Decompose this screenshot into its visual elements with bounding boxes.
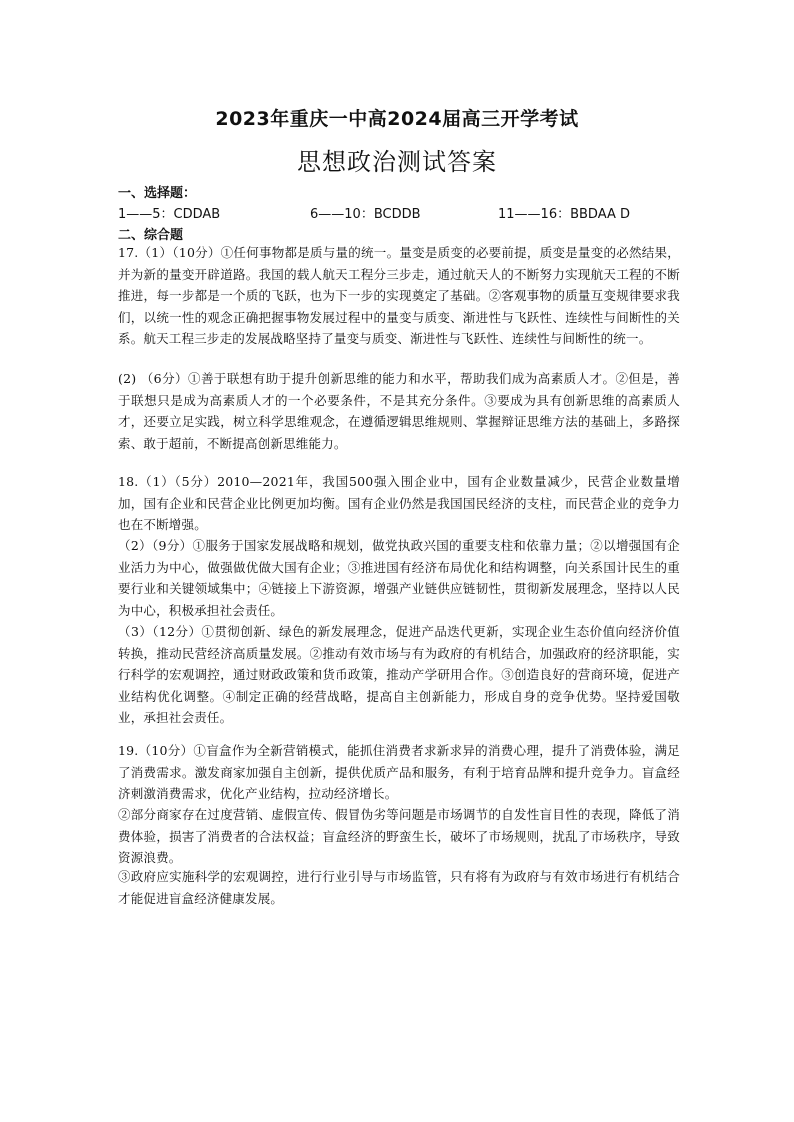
page-subtitle: 思想政治测试答案 xyxy=(297,148,497,176)
q18-part3-answer: （3）（12分）①贯彻创新、绿色的新发展理念，促进产品迭代更新，实现企业生态价值向经济价值转换，推动民营经济高质量发展。②推动有效市场与有为政府的有机结合，加强政府的经济职能，实行科学的宏观调控，通过财政政策和货币政策，推动产学研用合作。③创造良好的营商环境，促进产业结构优化调整。④制定正确的经营战略，提高自主创新能力，形成自身的竞争优势。坚持爱国敬业，承担社会责任。 xyxy=(118,624,680,725)
q19-point1-answer: 19.（10分）①盲盒作为全新营销模式，能抓住消费者求新求异的消费心理，提升了消费体验，满足了消费需求。激发商家加强自主创新，提供优质产品和服务，有利于培育品牌和提升竞争力。盲盒经济刺激消费需求，优化产业结构，拉动经济增长。 xyxy=(118,743,680,801)
multiple-choice-answers xyxy=(118,203,678,221)
section-heading-comprehensive: 二、综合题 xyxy=(118,228,184,243)
q18-part1-answer: 18.（1）（5分）2010—2021年，我国500强入围企业中，国有企业数量减少，民营企业数量增加，国有企业和民营企业比例更加均衡。国有企业仍然是我国国民经济的支柱，而民营企业的竞争力也在不断增强。 xyxy=(118,474,680,532)
page-title: 2023年重庆一中高2024届高三开学考试 xyxy=(215,108,579,130)
q17-part2-answer: (2) （6分）①善于联想有助于提升创新思维的能力和水平，帮助我们成为高素质人才。②但是，善于联想只是成为高素质人才的一个必要条件，不是其充分条件。③要成为具有创新思维的高素质人才，还要立足实践，树立科学思维观念，在遵循逻辑思维规则、掌握辩证思维方法的基础上，多路探索、敢于超前，不断提高创新思维能力。 xyxy=(118,371,680,451)
q19-point3-answer: ③政府应实施科学的宏观调控，进行行业引导与市场监管，只有将有为政府与有效市场进行有机结合才能促进盲盒经济健康发展。 xyxy=(118,869,680,906)
answer-group-6-10: 6——10：BCDDB xyxy=(310,207,421,222)
answer-group-1-5: 1——5：CDDAB xyxy=(118,207,221,222)
answer-group-11-16: 11——16：BBDAA D xyxy=(498,207,630,222)
q18-part2-answer: （2）（9分）①服务于国家发展战略和规划，做党执政兴国的重要支柱和依靠力量；②以增强国有企业活力为中心，做强做优做大国有企业；③推进国有经济布局优化和结构调整，向关系国计民生的重要行业和关键领域集中；④链接上下游资源，增强产业链供应链韧性，贯彻新发展理念，坚持以人民为中心，积极承担社会责任。 xyxy=(118,538,680,618)
q17-part1-answer: 17.（1）（10分）①任何事物都是质与量的统一。量变是质变的必要前提，质变是量变的必然结果，并为新的量变开辟道路。我国的载人航天工程分三步走，通过航天人的不断努力实现航天工程的不断推进，每一步都是一个质的飞跃，也为下一步的实现奠定了基础。②客观事物的质量互变规律要求我们，以统一性的观念正确把握事物发展过程中的量变与质变、渐进性与飞跃性、连续性与间断性的关系。航天工程三步走的发展战略坚持了量变与质变、渐进性与飞跃性、连续性与间断性的统一。 xyxy=(118,245,680,346)
section-heading-multiple-choice: 一、选择题： xyxy=(118,186,197,201)
q19-point2-answer: ②部分商家存在过度营销、虚假宣传、假冒伪劣等问题是市场调节的自发性盲目性的表现，降低了消费体验，损害了消费者的合法权益；盲盒经济的野蛮生长，破坏了市场规则，扰乱了市场秩序，导致资源浪费。 xyxy=(118,807,680,865)
